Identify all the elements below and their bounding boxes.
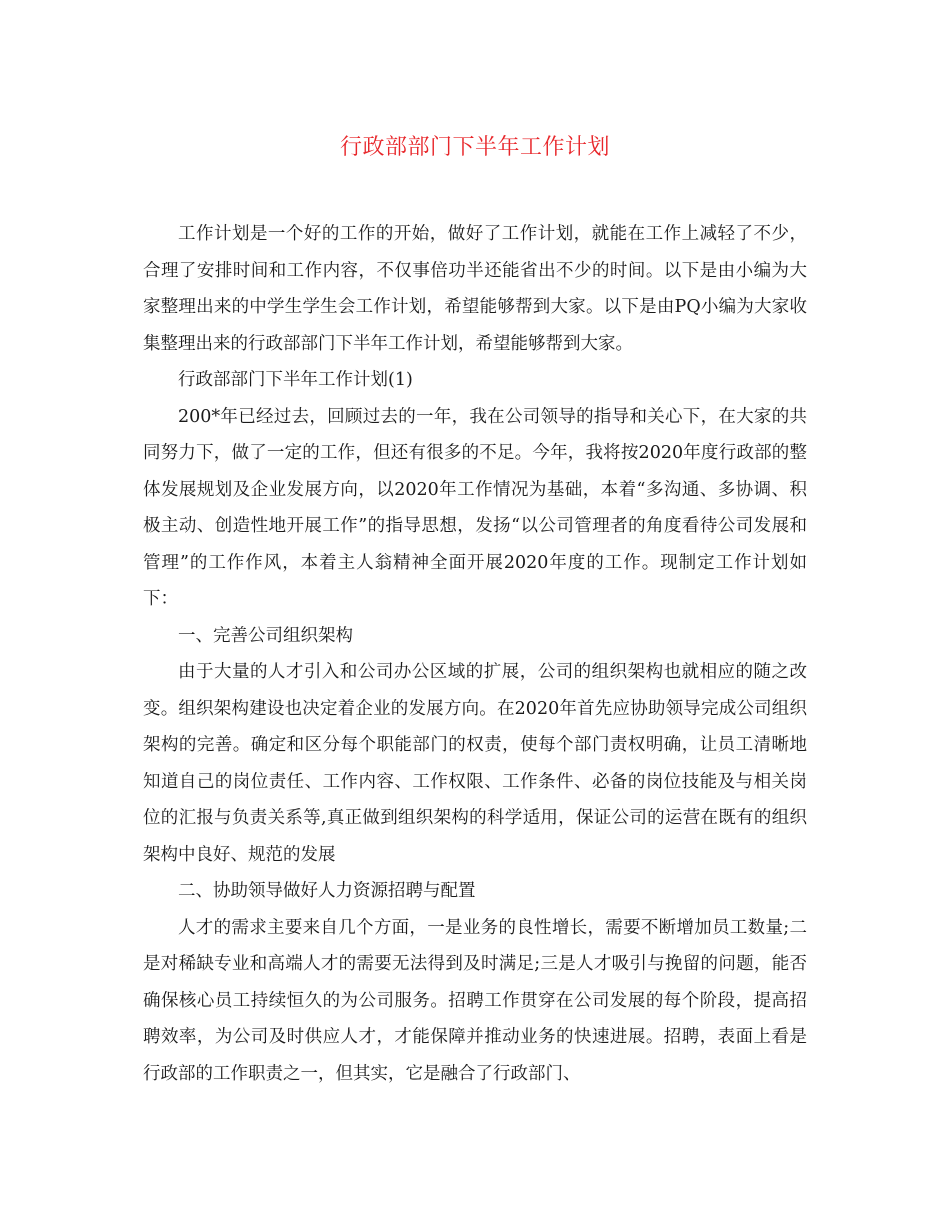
document-body (143, 216, 807, 1092)
plan-heading: 行政部部门下半年工作计划(1) (178, 370, 413, 390)
document-title: 行政部部门下半年工作计划 (339, 135, 610, 160)
section-heading-2: 二、协助领导做好人力资源招聘与配置 (178, 881, 476, 901)
section-paragraph-1: 由于大量的人才引入和公司办公区域的扩展，公司的组织架构也就相应的随之改变。组织架构建设也决定着企业的发展方向。在2020年首先应协助领导完成公司组织架构的完善。确定和区分每个职能部门的权责，使每个部门责权明确，让员工清晰地知道自己的岗位责任、工作内容、工作权限、工作条件、必备的岗位技能及与相关岗位的汇报与负责关系等,真正做到组织架构的科学适用，保证公司的运营在既有的组织架构中良好、规范的发展 (143, 662, 807, 865)
section-heading-1: 一、完善公司组织架构 (178, 625, 353, 646)
intro-paragraph: 工作计划是一个好的工作的开始，做好了工作计划，就能在工作上减轻了不少，合理了安排时间和工作内容，不仅事倍功半还能省出不少的时间。以下是由小编为大家整理出来的中学生学生会工作计划，希望能够帮到大家。以下是由PQ小编为大家收集整理出来的行政部部门下半年工作计划，希望能够帮到大家。 (143, 224, 807, 354)
section-paragraph-2: 人才的需求主要来自几个方面，一是业务的良性增长，需要不断增加员工数量;二是对稀缺专业和高端人才的需要无法得到及时满足;三是人才吸引与挽留的问题，能否确保核心员工持续恒久的为公司服务。招聘工作贯穿在公司发展的每个阶段，提高招聘效率，为公司及时供应人才，才能保障并推动业务的快速进展。招聘，表面上看是行政部的工作职责之一，但其实，它是融合了行政部门、 (143, 917, 807, 1084)
review-paragraph: 200*年已经过去，回顾过去的一年，我在公司领导的指导和关心下，在大家的共同努力下，做了一定的工作，但还有很多的不足。今年，我将按2020年度行政部的整体发展规划及企业发展方向，以2020年工作情况为基础，本着“多沟通、多协调、积极主动、创造性地开展工作”的指导思想，发扬“以公司管理者的角度看待公司发展和管理”的工作作风，本着主人翁精神全面开展2020年度的工作。现制定工作计划如下： (143, 406, 807, 609)
